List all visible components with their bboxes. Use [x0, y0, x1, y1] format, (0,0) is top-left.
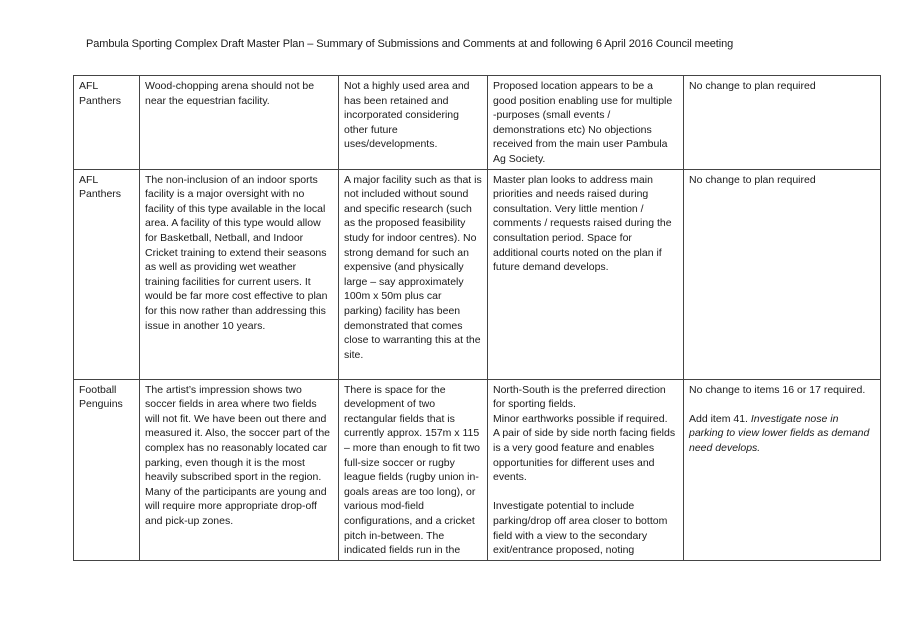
submissions-table [73, 75, 881, 561]
table-row [74, 169, 881, 379]
response-paragraph: Investigate potential to include parking/drop off area closer to bottom field with a view to the secondary exit/entrance proposed, noting [493, 500, 668, 557]
page-header: Pambula Sporting Complex Draft Master Plan – Summary of Submissions and Comments at and following 6 April 2016 Council meeting [86, 38, 734, 50]
response-paragraph: North-South is the preferred direction for sporting fields. [493, 383, 666, 411]
submitter-cell: AFL Panthers [74, 76, 140, 170]
response-cell: Proposed location appears to be a good position enabling use for multiple -purposes (small events / demonstrations etc) No objections received from the main user Pambula Ag Society. [488, 76, 684, 170]
submission-cell: The non-inclusion of an indoor sports facility is a major oversight with no facility of this type available in the local area. A facility of this type would allow for Basketball, Netball, and Indoor Cricket training to extend their seasons as well as providing wet weather training facilities for current users. It would be far more cost effective to plan for this now rather than addressing this issue in another 10 years. [140, 169, 339, 379]
response-paragraph: A pair of side by side north facing fields is a very good feature and enables opportunities for different uses and events. [493, 427, 676, 484]
table-row [74, 379, 881, 560]
comment-cell: A major facility such as that is not included without sound and specific research (such as the proposed feasibility study for indoor centres). No strong demand for such an expensive (and physically large – say approximately 100m x 50m plus car parking) facility has been demonstrated that comes close to warranting this at the site. [339, 169, 488, 379]
outcome-cell [684, 379, 881, 560]
outcome-cell: No change to plan required [684, 76, 881, 170]
outcome-cell: No change to plan required [684, 169, 881, 379]
response-cell [488, 379, 684, 560]
response-cell: Master plan looks to address main priorities and needs raised during consultation. Very little mention / comments / requests raised during the consultation period. Space for additional courts noted on the plan if future demand develops. [488, 169, 684, 379]
table-row [74, 76, 881, 170]
submitter-cell: Football Penguins [74, 379, 140, 560]
outcome-line: No change to items 16 or 17 required. [689, 383, 866, 396]
submission-cell: Wood-chopping arena should not be near the equestrian facility. [140, 76, 339, 170]
submission-cell: The artist’s impression shows two soccer fields in area where two fields will not fit. We have been out there and measured it. Also, the soccer part of the complex has no reasonably located car parking, even though it is the most heavily subscribed sport in the region. Many of the participants are young and will require more appropriate drop-off and pick-up zones. [140, 379, 339, 560]
comment-cell: There is space for the development of two rectangular fields that is currently approx. 157m x 115 – more than enough to fit two full-size soccer or rugby league fields (rugby union in-goals areas are too long), or various mod-field configurations, and a cricket pitch in-between. The indicated fields run in the [339, 379, 488, 560]
comment-cell: Not a highly used area and has been retained and incorporated considering other future uses/developments. [339, 76, 488, 170]
submitter-cell: AFL Panthers [74, 169, 140, 379]
outcome-line-action: Add item 41. Investigate nose in parking to view lower fields as demand need develops. [689, 412, 870, 454]
response-paragraph: Minor earthworks possible if required. [493, 412, 668, 425]
